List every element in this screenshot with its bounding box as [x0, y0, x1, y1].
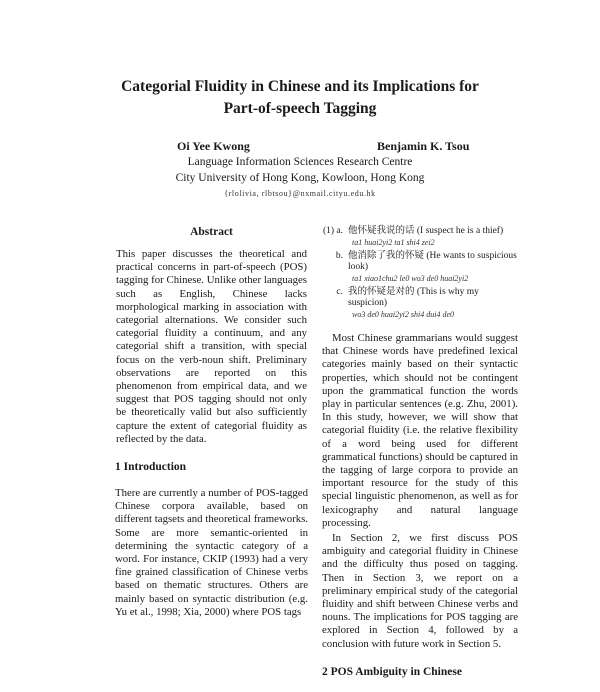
- paper-title: [0, 76, 600, 120]
- example-text: 我的怀疑是对的 (This is why my suspicion): [348, 287, 479, 308]
- introduction-text: There are currently a number of POS-tagged Chinese corpora available, based on different tagsets and theoretical frameworks. Some are more semantic-oriented in determining the syntactic category of a word. For instance, CKIP (1993) had a very fine grained classification of Chinese verbs based on thematic structures. Others are mainly based on syntactic distribution (e.g. Yu et al., 1998; Xia, 2000) where POS tags: [115, 487, 308, 618]
- example-item: [322, 287, 518, 320]
- right-column: [322, 226, 518, 692]
- example-item: [322, 251, 518, 284]
- affiliation-line-1: Language Information Sciences Research Centre: [187, 156, 413, 168]
- affiliation-line-2: City University of Hong Kong, Kowloon, Hong Kong: [175, 172, 425, 184]
- section-2-heading: 2 POS Ambiguity in Chinese: [322, 665, 462, 678]
- body-paragraph-2: In Section 2, we first discuss POS ambiguity and categorial fluidity in Chinese and the difficulty thus posed on tagging. Then in Section 3, we report on a preliminary empirical study of the categorial fluidity and shift between Chinese verbs and nouns. The implications for POS tagging are explored in Section 4, followed by a conclusion with future work in Section 5.: [322, 532, 518, 650]
- example-gloss: ta1 huai2yi2 ta1 shi4 zei2: [352, 238, 435, 247]
- introduction-heading: 1 Introduction: [115, 461, 187, 474]
- left-column: [115, 226, 308, 619]
- title-line-1: Categorial Fluidity in Chinese and its Implications for: [121, 78, 479, 95]
- affiliation: [0, 154, 600, 202]
- example-text: 他消除了我的怀疑 (He wants to suspicious look): [348, 251, 517, 272]
- example-label: c.: [336, 287, 343, 297]
- body-paragraph-1: Most Chinese grammarians would suggest that Chinese words have predefined lexical categories mainly based on their syntactic properties, which should not be contingent upon the grammatical function the words play in particular sentences (e.g. Zhu, 2001). In this study, however, we will show that categorial fluidity (i.e. the relative flexibility of a word being used for different grammatical functions) should be captured in the tagging of large corpora to provide an important resource for the study of this special linguistic phenomenon, as well as for lexicography and natural language processing.: [322, 332, 518, 529]
- title-line-2: Part-of-speech Tagging: [223, 100, 377, 117]
- example-gloss: ta1 xiao1chu2 le0 wo3 de0 huai2yi2: [352, 274, 469, 283]
- author-1: Oi Yee Kwong: [177, 139, 250, 153]
- example-label: b.: [335, 251, 343, 261]
- example-label: (1) a.: [322, 226, 343, 236]
- example-gloss: wo3 de0 huai2yi2 shi4 dui4 de0: [352, 310, 454, 319]
- example-list: [322, 226, 518, 320]
- abstract-heading: Abstract: [190, 226, 233, 238]
- author-2: Benjamin K. Tsou: [377, 139, 470, 153]
- affiliation-email: {rlolivia, rlbtsou}@nxmail.cityu.edu.hk: [224, 189, 376, 198]
- abstract-text: This paper discusses the theoretical and practical concerns in part-of-speech (POS) tagging for Chinese. Unlike other languages such as English, Chinese lacks morphological marking in association with categorial alternations. We consider such categorial fluidity a continuum, and any categorial shift a transition, with special focus on the verb-noun shift. Preliminary observations are reported on this phenomenon from empirical data, and we suggest that POS tagging should not only be theoretically valid but also sufficiently capture the extent of categorial fluidity as reflected by the data.: [116, 248, 307, 445]
- example-text: 他怀疑我说的话 (I suspect he is a thief): [348, 226, 504, 236]
- author-block: [0, 139, 600, 155]
- example-item: [322, 226, 518, 248]
